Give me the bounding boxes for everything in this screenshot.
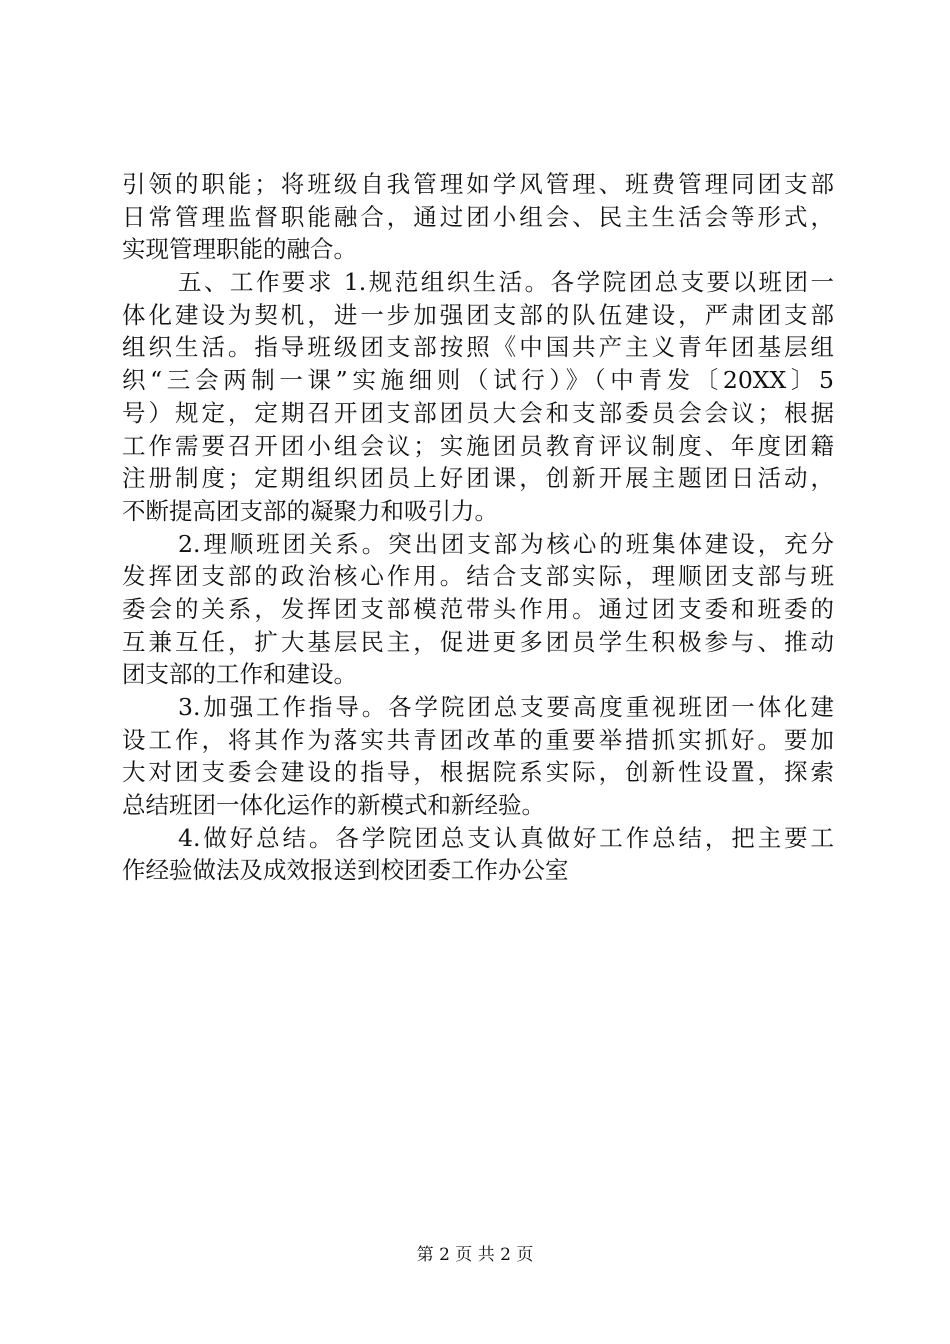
text-line: 不断提高团支部的凝聚力和吸引力。 <box>122 496 498 525</box>
text-line: 委会的关系，发挥团支部模范带头作用。通过团支委和班委的 <box>122 594 834 623</box>
text-line: 总结班团一体化运作的新模式和新经验。 <box>122 791 545 820</box>
text-line: 号）规定，定期召开团支部团员大会和支部委员会会议；根据 <box>122 398 834 427</box>
text-line: 体化建设为契机，进一步加强团支部的队伍建设，严肃团支部 <box>122 300 834 329</box>
text-line: 组织生活。指导班级团支部按照《中国共产主义青年团基层组 <box>122 333 834 362</box>
text-line: 团支部的工作和建设。 <box>122 660 357 689</box>
text-line: 作经验做法及成效报送到校团委工作办公室 <box>122 856 569 885</box>
text-line: 2.理顺班团关系。突出团支部为核心的班集体建设，充分 <box>178 529 834 558</box>
text-line: 织“三会两制一课”实施细则（试行）》（中青发〔20XX〕5 <box>122 366 834 395</box>
text-line: 日常管理监督职能融合，通过团小组会、民主生活会等形式， <box>122 202 834 231</box>
text-line: 工作需要召开团小组会议；实施团员教育评议制度、年度团籍 <box>122 431 834 460</box>
text-line: 五、工作要求 1.规范组织生活。各学院团总支要以班团一 <box>178 268 834 297</box>
text-line: 互兼互任，扩大基层民主，促进更多团员学生积极参与、推动 <box>122 627 834 656</box>
text-line: 发挥团支部的政治核心作用。结合支部实际，理顺团支部与班 <box>122 562 834 591</box>
text-line: 实现管理职能的融合。 <box>122 235 357 264</box>
text-line: 大对团支委会建设的指导，根据院系实际，创新性设置，探索 <box>122 758 834 787</box>
text-line: 4.做好总结。各学院团总支认真做好工作总结，把主要工 <box>178 823 834 852</box>
text-line: 3.加强工作指导。各学院团总支要高度重视班团一体化建 <box>178 693 834 721</box>
page-number-footer: 第 2 页 共 2 页 <box>416 1245 534 1265</box>
text-line: 注册制度；定期组织团员上好团课，创新开展主题团日活动， <box>122 464 834 493</box>
text-line: 设工作，将其作为落实共青团改革的重要举措抓实抓好。要加 <box>122 725 834 754</box>
text-line: 引领的职能；将班级自我管理如学风管理、班费管理同团支部 <box>122 170 834 198</box>
document-body <box>122 168 834 887</box>
